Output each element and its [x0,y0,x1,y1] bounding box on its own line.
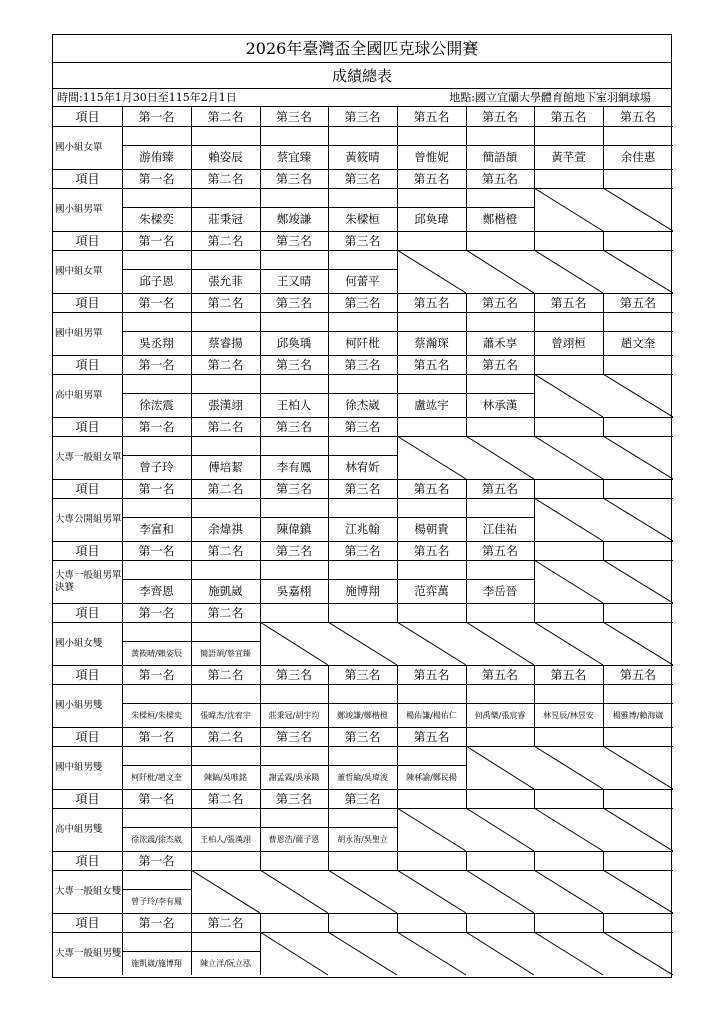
doubles-pair: 施凱崴/施博翔 [131,958,182,968]
rank-label: 第一名 [138,916,175,930]
rank-label: 第一名 [138,606,175,620]
rank-label: 第五名 [481,110,518,124]
player-name: 邱子恩 [139,274,174,288]
empty-cell-slash [603,808,673,851]
player-name: 傅培絜 [208,460,243,474]
rank-label: 第五名 [619,110,656,124]
rank-label: 第三名 [344,296,381,310]
rank-label: 第三名 [275,730,312,744]
player-name: 柯阡枇 [345,336,380,350]
empty-cell-slash [534,870,603,913]
results-grid [53,107,673,979]
player-name: 陳偉鎮 [276,522,312,536]
rank-label: 第二名 [207,544,244,558]
rank-label: 第一名 [138,234,175,248]
doubles-pair: 陳秝諭/鄭民揚 [406,772,457,782]
player-name: 蔡瀚琛 [414,336,449,350]
player-name: 賴姿辰 [208,150,243,164]
player-name: 林宥妡 [345,460,380,474]
row-label: 項目 [75,668,100,682]
rank-label: 第一名 [138,668,175,682]
event-name: 國小組女雙 [55,637,103,649]
rank-label: 第五名 [413,110,450,124]
player-name: 曾惟妮 [414,150,449,164]
rank-label: 第二名 [207,234,244,248]
event-name: 大專一般組男單決賽 [55,569,122,593]
player-name: 江兆翰 [345,522,380,536]
row-label: 項目 [75,792,100,806]
rank-label: 第五名 [413,730,450,744]
rank-label: 第二名 [207,668,244,682]
player-name: 徐浤震 [139,398,174,412]
empty-cell-slash [260,622,328,665]
player-name: 張允菲 [208,274,243,288]
rank-label: 第三名 [344,482,381,496]
rank-label: 第一名 [138,792,175,806]
doubles-pair: 楊雅博/賴海崴 [612,710,664,720]
empty-cell-slash [260,932,328,975]
empty-cell-slash [397,622,466,665]
empty-cell-slash [397,436,466,479]
doubles-pair: 簡語頡/蔡宜臻 [200,648,251,658]
player-name: 余佳惠 [620,150,656,164]
empty-cell-slash [534,498,603,541]
player-name: 邱奐瑀 [276,336,312,350]
doubles-pair: 徐浤震/徐杰崴 [131,834,182,844]
rank-label: 第五名 [413,296,450,310]
player-name: 邱奐瑋 [414,212,449,226]
player-name: 施博翔 [345,584,380,598]
doubles-pair: 曾子玲/李有鳳 [131,896,182,906]
rank-label: 第一名 [138,420,175,434]
document-subtitle: 成績總表 [53,63,671,89]
rank-label: 第五名 [481,296,518,310]
row-label: 項目 [75,358,100,372]
empty-cell-slash [534,932,603,975]
empty-cell-slash [534,374,603,417]
rank-label: 第五名 [481,668,518,682]
rank-label: 第三名 [344,420,381,434]
results-sheet [52,34,672,978]
empty-cell-slash [534,560,603,603]
rank-label: 第五名 [481,358,518,372]
player-name: 朱樑奕 [139,212,174,226]
empty-cell-slash [603,436,673,479]
player-name: 莊秉冠 [208,212,243,226]
doubles-pair: 鄭竣謙/鄭楷橙 [337,710,388,720]
row-label: 項目 [75,544,100,558]
empty-cell-slash [603,622,673,665]
player-name: 何蕾平 [345,274,380,288]
event-name: 大專一般組女單 [55,451,122,463]
player-name: 吳嘉栩 [276,584,312,598]
empty-cell-slash [466,870,534,913]
doubles-pair: 王柏人/張漢翊 [200,834,251,844]
rank-label: 第五名 [413,172,450,186]
player-name: 朱樑桓 [345,212,380,226]
event-name: 大專一般組男雙 [55,947,122,959]
row-label: 項目 [75,916,100,930]
doubles-pair: 朱樑桓/朱樑奕 [131,710,182,720]
doubles-pair: 林昱辰/林昱安 [543,710,594,720]
empty-cell-slash [603,250,673,293]
rank-label: 第二名 [207,792,244,806]
player-name: 徐杰崴 [345,398,380,412]
rank-label: 第五名 [413,482,450,496]
document-title: 2026年臺灣盃全國匹克球公開賽 [53,35,671,63]
empty-cell-slash [397,808,466,851]
row-label: 項目 [75,420,100,434]
doubles-pair: 何禹樂/張宸睿 [474,710,526,720]
rank-label: 第五名 [550,296,587,310]
rank-label: 第三名 [344,110,381,124]
doubles-pair: 黃筱晴/賴姿辰 [131,648,182,658]
rank-label: 第一名 [138,358,175,372]
empty-cell-slash [328,622,397,665]
empty-cell-slash [466,250,534,293]
empty-cell-slash [328,932,397,975]
rank-label: 第三名 [275,792,312,806]
rank-label: 第二名 [207,296,244,310]
rank-label: 第一名 [138,482,175,496]
player-name: 鄭楷橙 [482,212,518,226]
rank-label: 第一名 [138,296,175,310]
empty-cell-slash [397,870,466,913]
rank-label: 第三名 [275,420,312,434]
doubles-pair: 董哲綸/吳瑋浚 [337,772,388,782]
row-label: 項目 [75,854,100,868]
empty-cell-slash [397,250,466,293]
empty-cell-slash [603,746,673,789]
empty-cell-slash [603,374,673,417]
rank-label: 第五名 [413,544,450,558]
player-name: 李富和 [139,522,174,536]
row-label: 項目 [75,172,100,186]
doubles-pair: 胡永洧/吳聖立 [337,834,388,844]
row-label: 項目 [75,296,100,310]
player-name: 蕭禾享 [482,336,518,350]
player-name: 余煒祺 [208,522,243,536]
empty-cell-slash [603,870,673,913]
player-name: 曾翊桓 [551,336,586,350]
event-name: 國中組男單 [55,327,103,339]
rank-label: 第二名 [207,358,244,372]
rank-label: 第五名 [481,544,518,558]
rank-label: 第五名 [481,172,518,186]
doubles-pair: 張暐杰/沈宥宇 [200,710,251,720]
player-name: 王又晴 [276,274,312,288]
row-label: 項目 [75,482,100,496]
rank-label: 第三名 [344,544,381,558]
player-name: 簡語頡 [482,150,518,164]
player-name: 游侑臻 [139,150,174,164]
empty-cell-slash [534,250,603,293]
player-name: 蔡睿揚 [208,336,243,350]
player-name: 王柏人 [276,398,312,412]
empty-cell-slash [603,932,673,975]
rank-label: 第二名 [207,110,244,124]
event-name: 國中組女單 [55,265,103,277]
player-name: 黃芊萱 [551,150,586,164]
empty-cell-slash [397,932,466,975]
rank-label: 第五名 [481,482,518,496]
rank-label: 第一名 [138,544,175,558]
event-name: 國中組男雙 [55,761,103,773]
player-name: 范弈萬 [414,584,449,598]
player-name: 趙文奎 [620,336,656,350]
doubles-pair: 曹恩浩/薩子恩 [268,834,320,844]
player-name: 李齊恩 [139,584,174,598]
row-label: 項目 [75,606,100,620]
empty-cell-slash [534,436,603,479]
rank-label: 第二名 [207,482,244,496]
rank-label: 第二名 [207,420,244,434]
rank-label: 第三名 [344,172,381,186]
rank-label: 第三名 [275,482,312,496]
rank-label: 第三名 [344,358,381,372]
rank-label: 第三名 [344,792,381,806]
empty-cell-slash [603,560,673,603]
rank-label: 第一名 [138,854,175,868]
empty-cell-slash [466,808,534,851]
empty-cell-slash [534,622,603,665]
rank-label: 第三名 [275,668,312,682]
rank-label: 第三名 [344,234,381,248]
rank-label: 第三名 [344,730,381,744]
empty-cell-slash [466,622,534,665]
player-name: 楊朝貴 [414,522,449,536]
player-name: 蔡宜臻 [276,150,312,164]
rank-label: 第三名 [275,358,312,372]
rank-label: 第五名 [619,296,656,310]
rank-label: 第二名 [207,730,244,744]
rank-label: 第二名 [207,916,244,930]
event-name: 高中組男雙 [55,823,103,835]
event-name: 國小組男單 [55,203,103,215]
doubles-pair: 陳鎬/吳唯銘 [204,772,247,782]
meta-row [53,89,671,107]
doubles-pair: 謝孟霖/吳承陽 [268,772,320,782]
row-label: 項目 [75,730,100,744]
player-name: 張漢翊 [208,398,243,412]
empty-cell-slash [603,188,673,231]
rank-label: 第五名 [413,668,450,682]
empty-cell-slash [534,808,603,851]
place-label: 地點:國立宜蘭大學體育館地下室羽網球場 [449,91,651,104]
player-name: 鄭竣謙 [276,212,312,226]
rank-label: 第二名 [207,606,244,620]
empty-cell-slash [191,870,260,913]
empty-cell-slash [466,932,534,975]
empty-cell-slash [328,870,397,913]
doubles-pair: 楊佑謙/楊佑仁 [406,710,457,720]
player-name: 盧竑宇 [414,398,449,412]
row-label: 項目 [75,110,100,124]
doubles-pair: 柯阡枇/趙文奎 [131,772,182,782]
rank-label: 第一名 [138,730,175,744]
event-name: 國小組男雙 [55,699,103,711]
doubles-pair: 陳立洋/阮立泓 [200,958,251,968]
empty-cell-diagonals [53,107,673,979]
doubles-pair: 莊秉冠/胡宇均 [268,710,320,720]
rank-label: 第一名 [138,110,175,124]
player-name: 吳丞翔 [139,336,174,350]
event-name: 高中組男單 [55,389,103,401]
event-name: 大專公開組男單 [55,513,122,525]
empty-cell-slash [260,870,328,913]
rank-label: 第三名 [344,668,381,682]
player-name: 黃筱晴 [345,150,380,164]
rank-label: 第三名 [275,296,312,310]
rank-label: 第五名 [550,668,587,682]
empty-cell-slash [466,436,534,479]
empty-cell-slash [466,746,534,789]
player-name: 李有鳳 [276,460,312,474]
empty-cell-slash [534,746,603,789]
rank-label: 第三名 [275,110,312,124]
row-label: 項目 [75,234,100,248]
rank-label: 第二名 [207,172,244,186]
empty-cell-slash [603,498,673,541]
rank-label: 第三名 [275,544,312,558]
empty-cell-slash [534,188,603,231]
rank-label: 第五名 [550,110,587,124]
player-name: 江佳祐 [482,522,518,536]
player-name: 林承漢 [482,398,518,412]
rank-label: 第三名 [275,172,312,186]
event-name: 國小組女單 [55,141,103,153]
event-name: 大專一般組女雙 [55,885,122,897]
player-name: 李岳晉 [482,584,518,598]
rank-label: 第五名 [619,668,656,682]
rank-label: 第五名 [413,358,450,372]
rank-label: 第一名 [138,172,175,186]
player-name: 施凱崴 [208,584,243,598]
player-name: 曾子玲 [139,460,174,474]
time-label: 時間:115年1月30日至115年2月1日 [57,91,237,104]
rank-label: 第三名 [275,234,312,248]
